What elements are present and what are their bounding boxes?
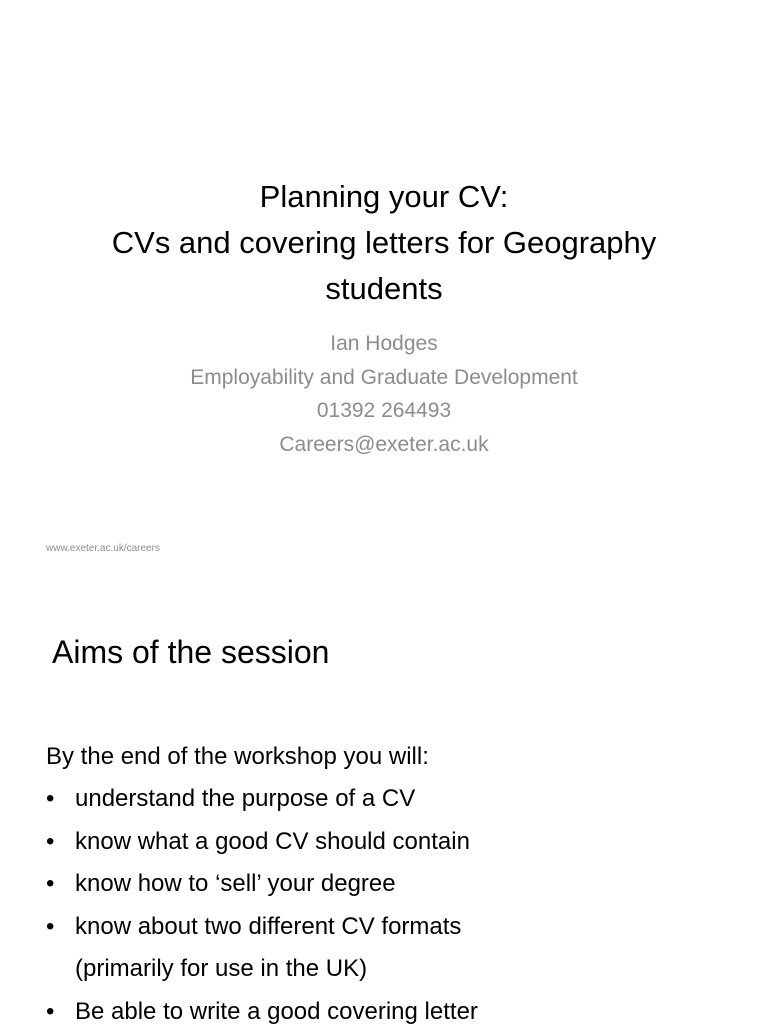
presenter-department: Employability and Graduate Development: [0, 361, 768, 395]
aims-slide: [0, 576, 768, 1024]
bullet-icon: •: [46, 778, 54, 821]
list-item: [46, 906, 746, 991]
presenter-details: [0, 327, 768, 461]
bullet-icon: •: [46, 991, 54, 1033]
list-item-text: understand the purpose of a CV: [75, 778, 746, 821]
intro-text: By the end of the workshop you will:: [46, 736, 746, 778]
list-item-text: know what a good CV should contain: [75, 821, 746, 864]
title-line-1: Planning your CV:: [0, 174, 768, 220]
bullet-icon: •: [46, 821, 54, 864]
list-item-text: know about two different CV formats: [75, 906, 746, 949]
list-item: [46, 863, 746, 906]
list-item: [46, 991, 746, 1033]
aims-list: [46, 778, 746, 1033]
slide-title: [0, 174, 768, 312]
title-line-2: CVs and covering letters for Geography: [0, 220, 768, 266]
slide-heading: Aims of the session: [52, 630, 329, 674]
slide-body: [46, 736, 746, 1033]
footer-url: www.exeter.ac.uk/careers: [46, 542, 160, 556]
presenter-email: Careers@exeter.ac.uk: [0, 428, 768, 462]
presenter-name: Ian Hodges: [0, 327, 768, 361]
bullet-icon: •: [46, 906, 54, 949]
title-line-3: students: [0, 266, 768, 312]
list-item-text: Be able to write a good covering letter: [75, 991, 746, 1033]
list-item-text-continued: (primarily for use in the UK): [75, 948, 746, 991]
presenter-phone: 01392 264493: [0, 394, 768, 428]
list-item: [46, 821, 746, 864]
list-item: [46, 778, 746, 821]
bullet-icon: •: [46, 863, 54, 906]
list-item-text: know how to ‘sell’ your degree: [75, 863, 746, 906]
